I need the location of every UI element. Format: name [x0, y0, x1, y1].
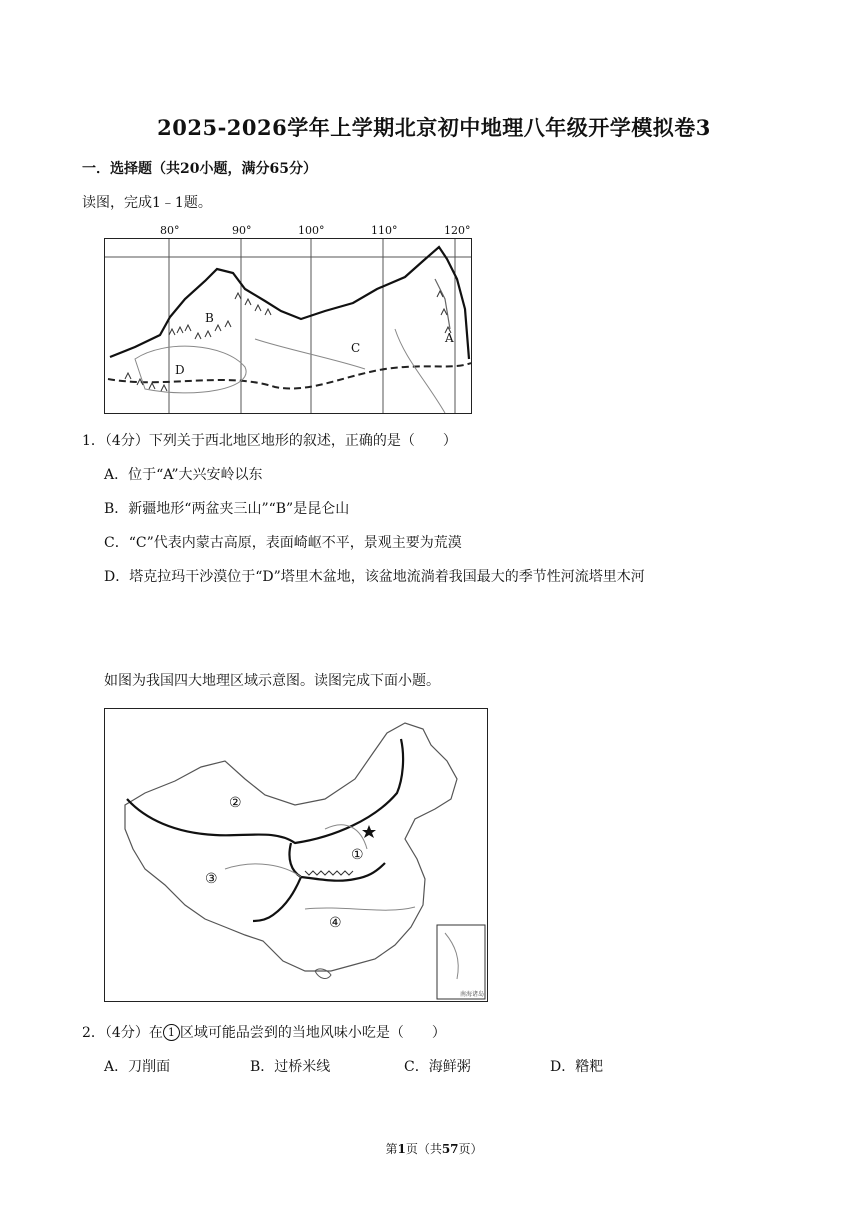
footer-mid: 页（共 [405, 1142, 442, 1156]
q2-stem-rest: 区域可能品尝到的当地风味小吃是（ ） [179, 1025, 446, 1041]
q1-option-b: B．新疆地形“两盆夹三山”“B”是昆仑山 [104, 501, 350, 517]
intro-text-1: 读图，完成1﹣1题。 [82, 195, 212, 211]
footer-pre: 第 [385, 1142, 398, 1156]
q2-option-c: C．海鲜粥 [404, 1059, 471, 1075]
footer-total-pages: 57 [441, 1142, 459, 1156]
lon-label-110: 110° [371, 224, 398, 237]
section-heading: 一．选择题（共20小题，满分65分） [82, 161, 317, 177]
footer-post: 页） [458, 1142, 483, 1156]
footer-page-number: 1 [397, 1142, 406, 1156]
q1-option-a: A．位于“A”大兴安岭以东 [104, 467, 263, 483]
q1-option-d: D．塔克拉玛干沙漠位于“D”塔里木盆地，该盆地流淌着我国最大的季节性河流塔里木河 [104, 569, 645, 585]
map1-letter-a: A [445, 331, 454, 345]
q1-stem: 1．（4分）下列关于西北地区地形的叙述，正确的是（ ） [82, 433, 457, 449]
q2-circled-region: 1 [163, 1024, 180, 1041]
map-northwest-china [104, 224, 476, 416]
lon-label-120: 120° [444, 224, 471, 237]
q2-option-d: D．糌粑 [550, 1059, 604, 1075]
lon-label-80: 80° [160, 224, 180, 237]
q1-option-c: C．“C”代表内蒙古高原，表面崎岖不平，景观主要为荒漠 [104, 535, 462, 551]
map-china-four-regions [104, 708, 488, 1002]
q2-option-b: B．过桥米线 [250, 1059, 331, 1075]
inset-label: 南海诸岛 [460, 991, 485, 998]
q2-option-a: A．刀削面 [104, 1059, 171, 1075]
map1-letter-c: C [351, 341, 361, 355]
map2-drawing [105, 709, 487, 1001]
page-footer [0, 1140, 868, 1157]
q2-stem [82, 1022, 446, 1042]
map1-letter-b: B [205, 311, 214, 325]
region-label-1: ① [351, 847, 364, 863]
intro-text-2: 如图为我国四大地理区域示意图。读图完成下面小题。 [104, 673, 440, 689]
lon-label-100: 100° [298, 224, 325, 237]
map1-frame [104, 238, 472, 414]
region-label-3: ③ [205, 871, 218, 887]
map1-letter-d: D [175, 363, 185, 377]
q2-stem-number: 2．（4分）在 [82, 1025, 163, 1041]
map1-drawing [105, 239, 471, 413]
page-title: 2025-2026学年上学期北京初中地理八年级开学模拟卷3 [157, 115, 711, 140]
region-label-4: ④ [329, 915, 342, 931]
region-label-2: ② [229, 795, 242, 811]
lon-label-90: 90° [232, 224, 252, 237]
